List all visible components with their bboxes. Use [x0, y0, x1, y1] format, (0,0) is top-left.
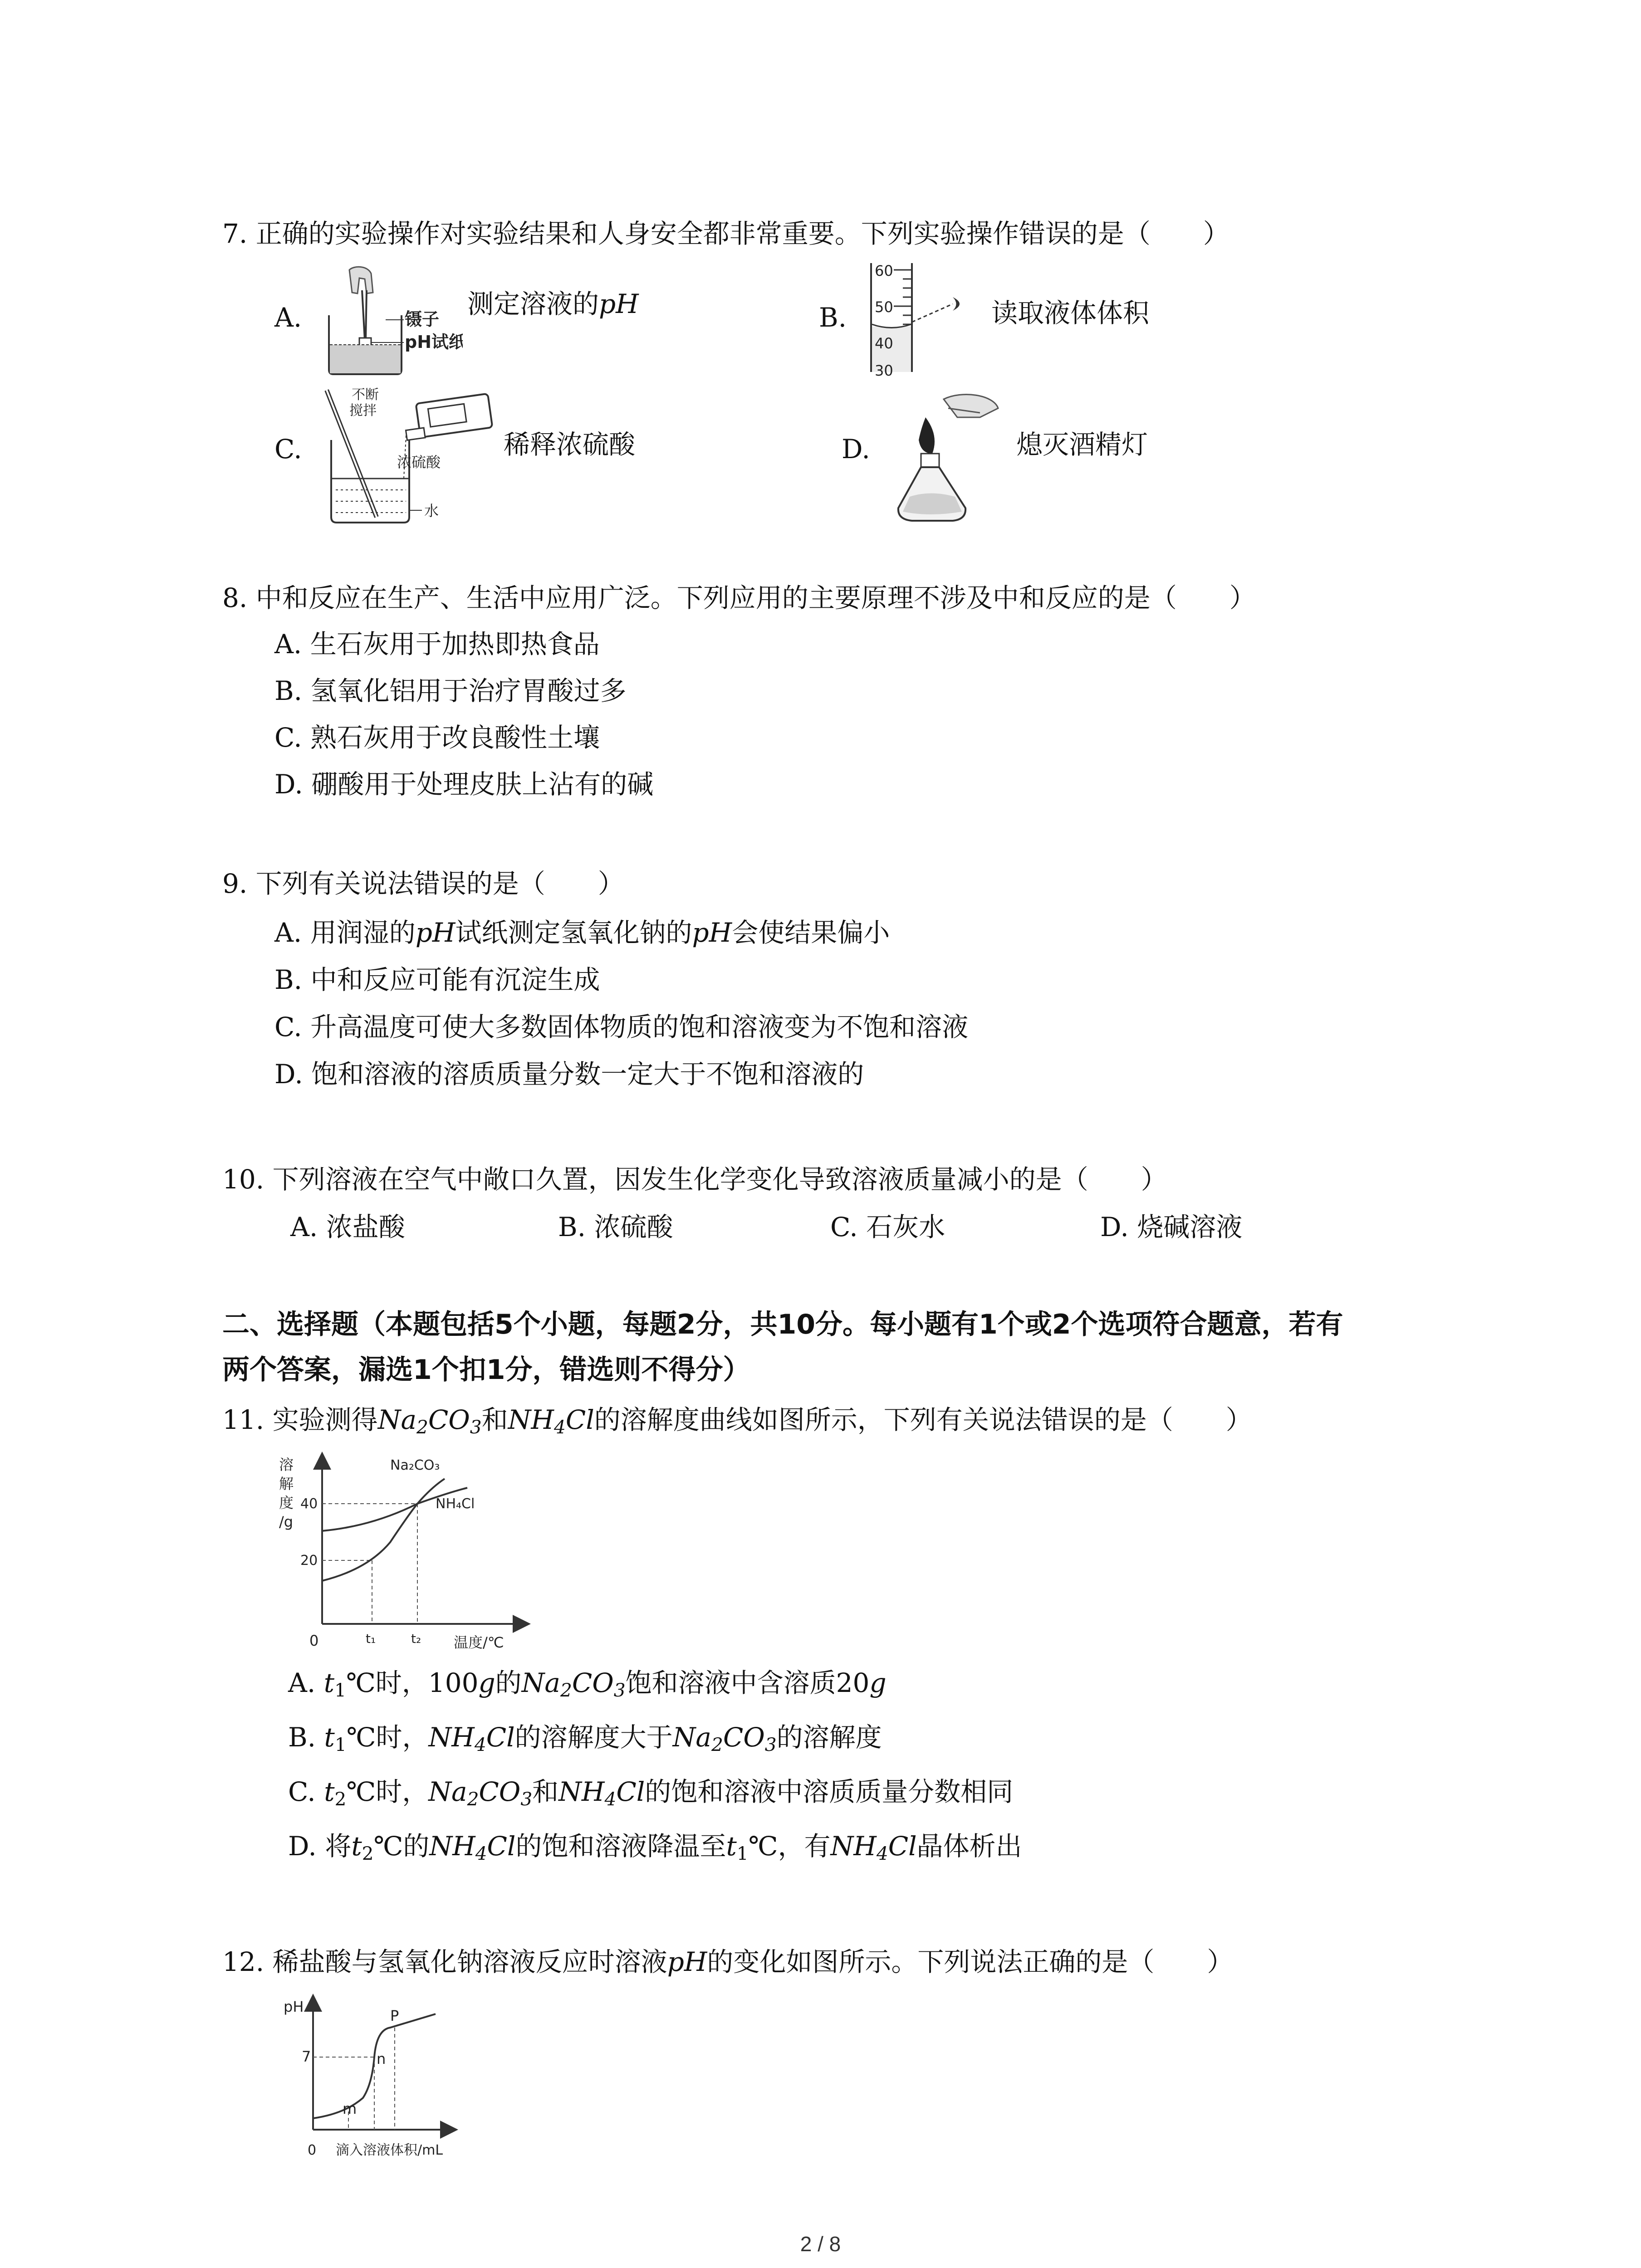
page-number: 2 / 8: [800, 2232, 841, 2256]
ytick-20: 20: [300, 1553, 318, 1569]
q8-option-d: D. 硼酸用于处理皮肤上沾有的碱: [274, 769, 654, 800]
q11-option-d: [288, 1828, 1022, 1872]
f-sub: 2: [362, 1843, 374, 1865]
q7-figure-dilute-acid: [313, 381, 499, 526]
f-cl: Cl: [565, 1404, 594, 1435]
q7-option-a-caption: 测定溶液的: [467, 288, 599, 319]
f-co: CO: [723, 1722, 765, 1753]
txt: 晶体析出: [916, 1831, 1022, 1862]
q8-option-a: A. 生石灰用于加热即热食品: [274, 629, 600, 660]
q7-figure-ph-test: [318, 265, 463, 379]
f-sub: 3: [613, 1679, 626, 1701]
f-cl: Cl: [486, 1722, 515, 1753]
f-sub: 4: [474, 1734, 486, 1756]
ph-ylabel: pH: [284, 1998, 304, 2015]
ph-symbol: pH: [667, 1946, 707, 1977]
f-co: CO: [428, 1404, 470, 1435]
q11-stem-and: 和: [481, 1404, 508, 1435]
txt: 将: [325, 1831, 352, 1862]
ph-symbol: pH: [692, 917, 732, 948]
water-label: 水: [424, 502, 439, 519]
ylabel-char-1: 溶: [279, 1456, 294, 1473]
f-sub: 4: [554, 1416, 566, 1438]
opt-letter: C.: [288, 1776, 316, 1807]
f-sub: 3: [470, 1416, 482, 1438]
txt: 的溶解度: [776, 1722, 882, 1753]
section-heading-line1: 二、选择题（本题包括5个小题，每题2分，共10分。每小题有1个或2个选项符合题意，若有: [222, 1309, 1343, 1340]
opt-letter: B.: [288, 1722, 316, 1753]
ytick-40: 40: [300, 1496, 318, 1512]
q7-option-d-label: D.: [842, 434, 870, 464]
f-co: CO: [479, 1776, 521, 1807]
unit: g: [478, 1667, 495, 1698]
stir-label-2: 搅拌: [349, 403, 377, 419]
point-m: m: [343, 2100, 357, 2117]
t-var: t: [323, 1667, 335, 1698]
origin-label: 0: [308, 2142, 317, 2158]
na2co3-curve-label: Na₂CO₃: [390, 1457, 440, 1473]
f-na: Na: [672, 1722, 711, 1753]
ylabel-char-3: 度: [279, 1494, 294, 1511]
q9-option-d: D. 饱和溶液的溶质质量分数一定大于不饱和溶液的: [274, 1059, 864, 1090]
tick-40: 40: [875, 335, 893, 352]
tick-60: 60: [875, 262, 893, 279]
q11-stem-2: 的溶解度曲线如图所示，下列有关说法错误的是（ ）: [594, 1404, 1252, 1435]
txt: 的饱和溶液中溶质质量分数相同: [645, 1776, 1014, 1807]
f-sub: 4: [475, 1843, 487, 1865]
q11-option-a: [288, 1665, 887, 1708]
ph-paper-label: pH试纸: [405, 332, 463, 352]
q10-option-b: B. 浓硫酸: [558, 1212, 673, 1242]
txt: ℃，有: [748, 1831, 831, 1862]
f-cl: Cl: [888, 1831, 917, 1862]
tweezers-label: 镊子: [405, 309, 440, 329]
q7-option-d-text: 熄灭酒精灯: [1016, 429, 1148, 460]
f-nh: NH: [558, 1776, 605, 1807]
ylabel-char-4: /g: [279, 1513, 294, 1530]
txt: ℃时，: [346, 1722, 429, 1753]
xlabel: 温度/℃: [454, 1634, 504, 1651]
ph-symbol: pH: [415, 917, 456, 948]
q7-option-a-label: A.: [274, 302, 302, 333]
q9-option-b: B. 中和反应可能有沉淀生成: [274, 964, 600, 995]
f-nh: NH: [429, 1831, 475, 1862]
f-nh: NH: [830, 1831, 877, 1862]
q9-stem: 9. 下列有关说法错误的是（ ）: [222, 868, 624, 899]
q7-option-b-label: B.: [819, 302, 847, 333]
txt: 的溶解度大于: [514, 1722, 673, 1753]
stir-label-1: 不断: [352, 387, 379, 403]
f-sub: 2: [416, 1416, 428, 1438]
ylabel-char-2: 解: [279, 1475, 294, 1492]
f-cl: Cl: [616, 1776, 645, 1807]
q8-stem: 8. 中和反应在生产、生活中应用广泛。下列应用的主要原理不涉及中和反应的是（ ）: [222, 582, 1256, 613]
xtick-t2: t₂: [411, 1631, 421, 1646]
q7-option-a-text: [467, 286, 639, 322]
q11-stem: [222, 1402, 1252, 1445]
q12-stem: [222, 1944, 1233, 1980]
t-var: t: [324, 1776, 335, 1807]
f-sub: 1: [736, 1843, 749, 1865]
f-nh: NH: [508, 1404, 554, 1435]
q10-option-c: C. 石灰水: [830, 1212, 945, 1242]
txt: ℃时，: [346, 1667, 428, 1698]
tick-30: 30: [875, 362, 893, 376]
q9-a-part1: A. 用润湿的: [274, 917, 416, 948]
f-sub: 2: [560, 1679, 572, 1701]
q8-option-b: B. 氢氧化铝用于治疗胃酸过多: [274, 675, 627, 706]
ytick-7: 7: [302, 2048, 311, 2065]
f-sub: 3: [764, 1734, 777, 1756]
q7-stem: 7. 正确的实验操作对实验结果和人身安全都非常重要。下列实验操作错误的是（ ）: [222, 218, 1230, 249]
point-p: P: [390, 2007, 399, 2024]
f-sub: 2: [334, 1788, 347, 1810]
f-nh: NH: [428, 1722, 475, 1753]
opt-letter: A.: [288, 1667, 316, 1698]
origin-label: 0: [309, 1632, 319, 1649]
q8-option-c: C. 熟石灰用于改良酸性土壤: [274, 722, 600, 753]
f-na: Na: [521, 1667, 561, 1698]
point-n: n: [377, 2050, 386, 2068]
txt: 的饱和溶液降温至: [515, 1831, 726, 1862]
f-sub: 2: [711, 1734, 723, 1756]
q9-a-part2: 试纸测定氢氧化钠的: [455, 917, 692, 948]
t-var: t: [324, 1722, 335, 1753]
q7-figure-graduated-cylinder: [862, 259, 980, 376]
q9-a-part3: 会使结果偏小: [732, 917, 890, 948]
q12-stem-2: 的变化如图所示。下列说法正确的是（ ）: [707, 1946, 1234, 1977]
num: 100: [428, 1667, 479, 1698]
q12-stem-1: 12. 稀盐酸与氢氧化钠溶液反应时溶液: [222, 1946, 667, 1977]
t-var: t: [726, 1831, 737, 1862]
q11-stem-1: 11. 实验测得: [222, 1404, 378, 1435]
q10-option-d: D. 烧碱溶液: [1100, 1212, 1243, 1242]
ph-symbol: pH: [599, 288, 639, 319]
num: 20: [836, 1667, 870, 1698]
txt: 和: [532, 1776, 559, 1807]
q11-option-c: [288, 1774, 1013, 1817]
q10-option-a: A. 浓盐酸: [290, 1212, 405, 1242]
q7-figure-alcohol-lamp: [889, 390, 1007, 526]
f-sub: 1: [334, 1734, 347, 1756]
q10-stem: 10. 下列溶液在空气中敞口久置，因发生化学变化导致溶液质量减小的是（ ）: [222, 1164, 1167, 1195]
f-sub: 3: [520, 1788, 533, 1810]
q11-solubility-chart: [277, 1452, 531, 1651]
f-na: Na: [428, 1776, 467, 1807]
ph-xlabel: 滴入溶液体积/mL: [336, 2142, 443, 2158]
q7-option-c-label: C.: [274, 434, 302, 464]
f-sub: 4: [876, 1843, 888, 1865]
unit: g: [869, 1667, 887, 1698]
f-co: CO: [572, 1667, 614, 1698]
nh4cl-curve-label: NH₄Cl: [436, 1496, 475, 1512]
section-heading-line2: 两个答案，漏选1个扣1分，错选则不得分）: [222, 1354, 750, 1386]
q11-option-b: [288, 1719, 882, 1763]
q9-option-a: [274, 914, 890, 951]
txt: 的: [495, 1667, 522, 1698]
q7-option-b-text: 读取液体体积: [991, 298, 1150, 328]
f-cl: Cl: [487, 1831, 516, 1862]
txt: ℃的: [373, 1831, 430, 1862]
q7-option-c-text: 稀释浓硫酸: [504, 429, 636, 460]
q9-option-c: C. 升高温度可使大多数固体物质的饱和溶液变为不饱和溶液: [274, 1012, 969, 1042]
conc-acid-label: 浓硫酸: [397, 454, 441, 471]
f-sub: 4: [604, 1788, 617, 1810]
t-var: t: [351, 1831, 362, 1862]
f-sub: 2: [467, 1788, 479, 1810]
tick-50: 50: [875, 298, 893, 316]
opt-letter: D.: [288, 1831, 317, 1862]
f-na: Na: [377, 1404, 417, 1435]
f-sub: 1: [334, 1679, 346, 1701]
q12-ph-chart: [277, 1994, 504, 2161]
xtick-t1: t₁: [366, 1631, 376, 1646]
txt: 饱和溶液中含溶质: [625, 1667, 836, 1698]
txt: ℃时，: [346, 1776, 429, 1807]
